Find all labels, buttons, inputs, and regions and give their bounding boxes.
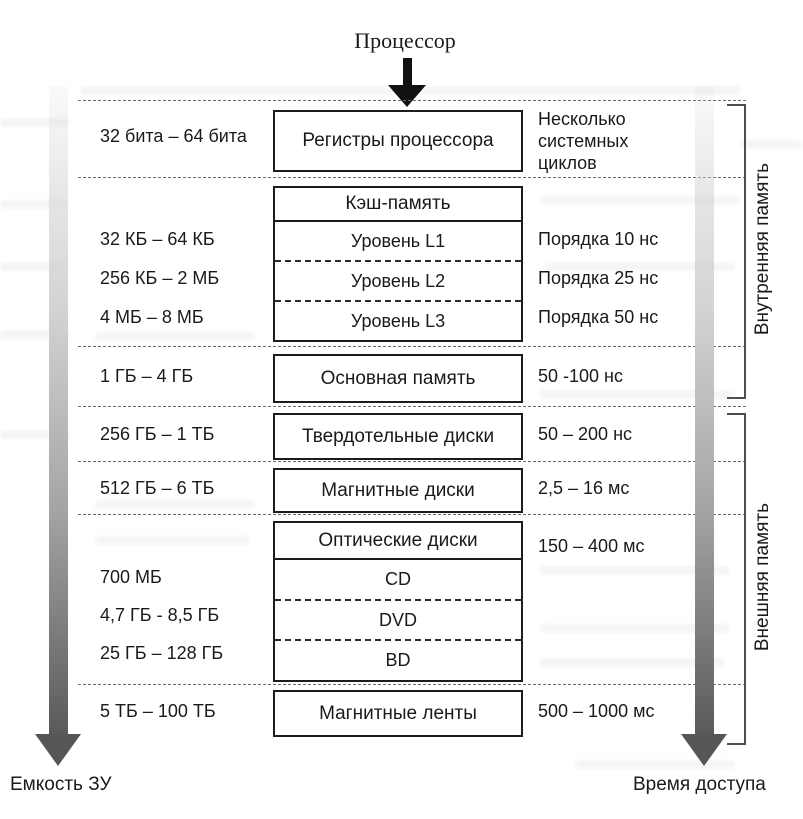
main-memory-box — [273, 354, 523, 403]
separator-line — [78, 177, 746, 178]
cd-capacity: 700 МБ — [100, 567, 162, 587]
external-memory-bracket — [727, 413, 746, 745]
tape-box-label: Магнитные ленты — [319, 702, 477, 724]
optical-level-dvd: DVD — [275, 601, 521, 642]
hdd-time: 2,5 – 16 мс — [538, 478, 630, 498]
hdd-box-label: Магнитные диски — [321, 479, 475, 501]
separator-line — [78, 514, 746, 515]
optical-level-cd: CD — [275, 560, 521, 601]
ssd-box — [273, 413, 523, 460]
tape-capacity: 5 ТБ – 100 ТБ — [100, 701, 216, 721]
internal-memory-bracket — [727, 104, 746, 399]
time-axis-arrowhead-icon — [681, 734, 727, 766]
cache-l2-time: Порядка 25 нс — [538, 268, 659, 288]
tape-time: 500 – 1000 мс — [538, 701, 655, 721]
cache-level-l2: Уровень L2 — [275, 262, 521, 302]
separator-line — [78, 406, 746, 407]
separator-line — [78, 100, 746, 101]
external-memory-label-text: Внешняя память — [752, 502, 773, 652]
registers-capacity: 32 бита – 64 бита — [100, 126, 247, 146]
ssd-box-label: Твердотельные диски — [301, 425, 495, 447]
registers-time: Несколько системных циклов — [538, 109, 629, 173]
cache-l2-capacity: 256 КБ – 2 МБ — [100, 268, 220, 288]
bd-capacity: 25 ГБ – 128 ГБ — [100, 643, 224, 663]
time-axis-label: Время доступа — [633, 774, 766, 795]
internal-memory-label — [747, 104, 779, 395]
cache-title: Кэш-память — [275, 188, 521, 222]
optical-box — [273, 521, 523, 682]
hdd-box — [273, 468, 523, 513]
main-memory-box-label: Основная память — [320, 367, 476, 389]
optical-level-bd: BD — [385, 650, 411, 671]
separator-line — [78, 684, 746, 685]
optical-time: 150 – 400 мс — [538, 536, 645, 556]
processor-arrow-icon — [388, 85, 426, 107]
registers-box-label: Регистры процессора — [302, 130, 494, 151]
registers-box — [273, 110, 523, 172]
ssd-time: 50 – 200 нс — [538, 424, 633, 444]
capacity-axis-arrow — [49, 86, 68, 735]
main-memory-time: 50 -100 нс — [538, 366, 623, 386]
processor-label: Процессор — [354, 28, 456, 53]
bleedthrough-artifact — [95, 500, 255, 509]
hdd-capacity: 512 ГБ – 6 ТБ — [100, 478, 215, 498]
internal-memory-label-text: Внутренняя память — [752, 163, 773, 336]
processor-arrow-shaft — [403, 58, 412, 88]
separator-line — [78, 461, 746, 462]
cache-l1-capacity: 32 КБ – 64 КБ — [100, 229, 215, 249]
separator-line — [78, 346, 746, 347]
capacity-axis-arrowhead-icon — [35, 734, 81, 766]
bleedthrough-artifact — [95, 332, 255, 341]
dvd-capacity: 4,7 ГБ - 8,5 ГБ — [100, 605, 220, 625]
tape-box — [273, 690, 523, 737]
cache-level-l3: Уровень L3 — [350, 310, 446, 331]
cache-box — [273, 186, 523, 342]
cache-l1-time: Порядка 10 нс — [538, 229, 659, 249]
main-memory-capacity: 1 ГБ – 4 ГБ — [100, 366, 194, 386]
time-axis-arrow — [695, 86, 714, 735]
cache-level-l1: Уровень L1 — [275, 222, 521, 262]
ssd-capacity: 256 ГБ – 1 ТБ — [100, 424, 215, 444]
optical-title: Оптические диски — [275, 523, 521, 560]
cache-l3-capacity: 4 МБ – 8 МБ — [100, 307, 204, 327]
capacity-axis-label: Емкость ЗУ — [10, 774, 112, 795]
external-memory-label — [747, 413, 779, 741]
bleedthrough-artifact — [95, 536, 250, 545]
cache-l3-time: Порядка 50 нс — [538, 307, 659, 327]
